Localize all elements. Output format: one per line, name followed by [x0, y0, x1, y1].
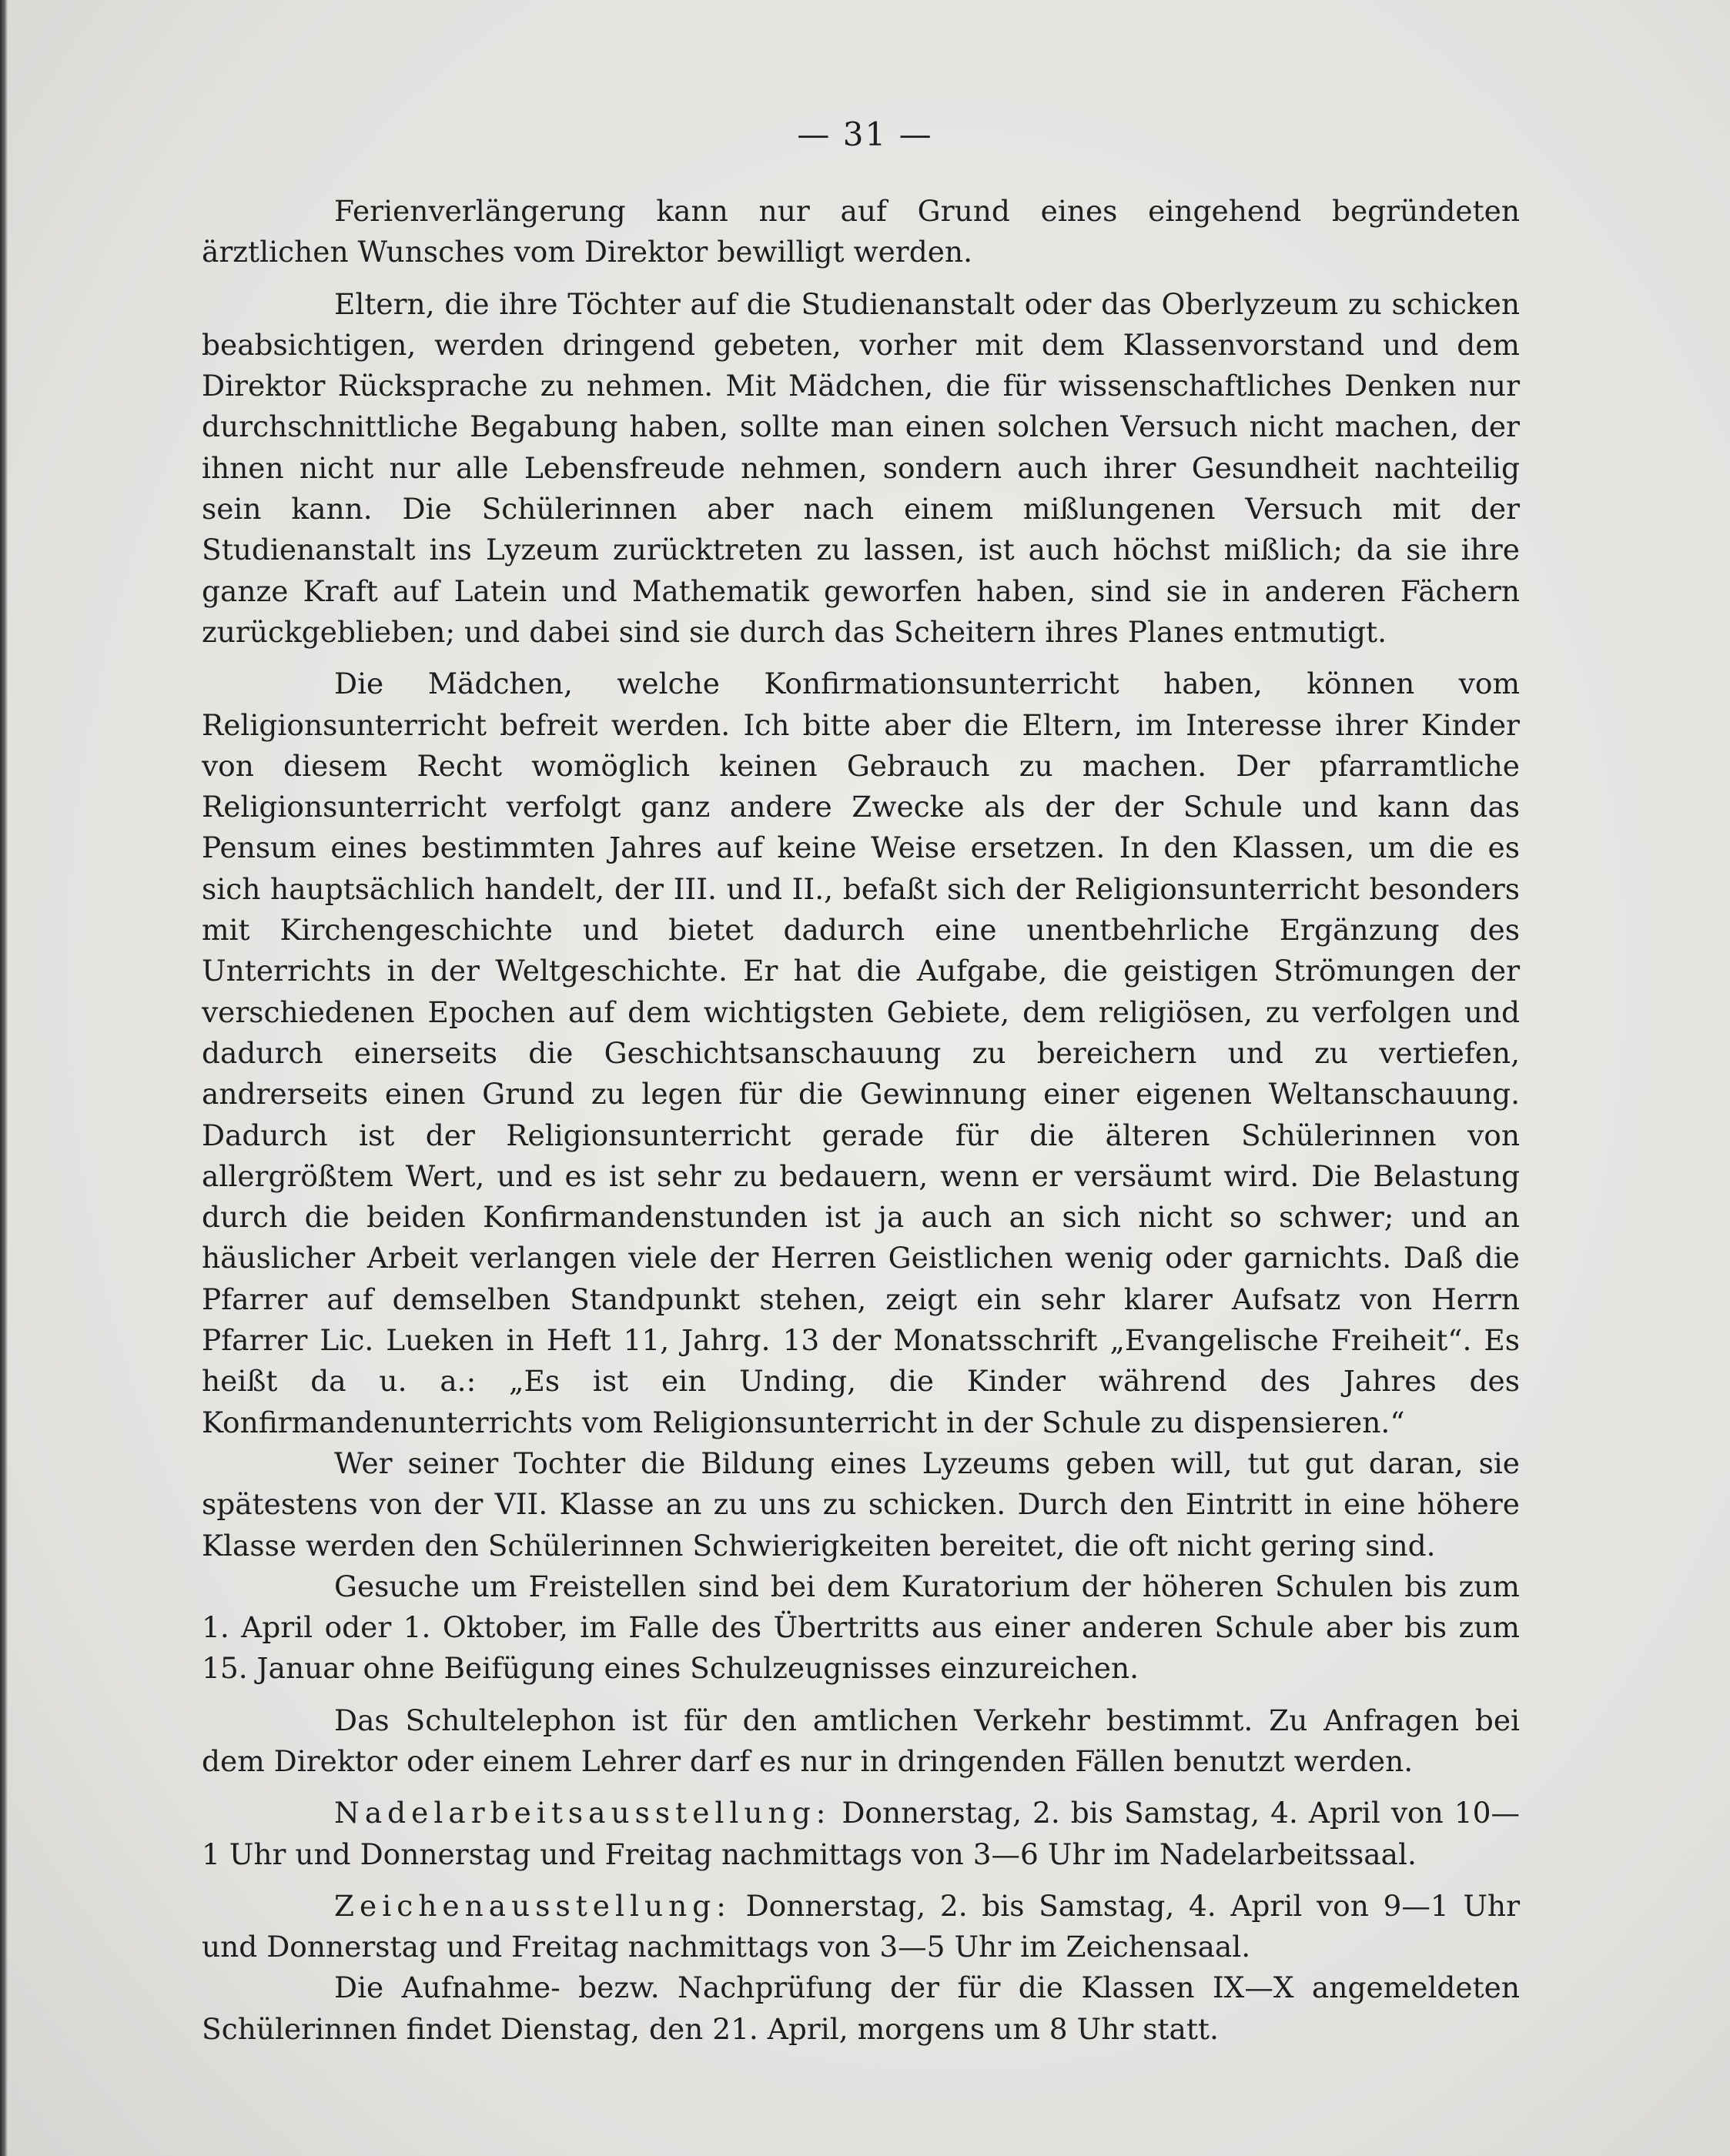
paragraph-free-places: Gesuche um Freistellen sind bei dem Kuratorium der höheren Schulen bis zum 1. April oder 1. Oktober, im Falle des Übertritts aus einer anderen Schule aber bis zum 15. Januar ohne Beifügung eines Schulzeugnisses einzureichen.	[202, 1569, 1520, 1686]
exhibition-needlework-title: Nadelarbeitsausstellung:	[334, 1796, 832, 1830]
paragraph-school-telephone: Das Schultelephon ist für den amtlichen Verkehr bestimmt. Zu Anfragen bei dem Direktor oder einem Lehrer darf es nur in dringenden Fällen benutzt werden.	[202, 1703, 1520, 1778]
exhibition-drawing	[202, 1886, 1520, 1968]
paragraph-studienanstalt: Eltern, die ihre Töchter auf die Studienanstalt oder das Oberlyzeum zu schicken beabsichtigen, werden dringend gebeten, vorher mit dem Klassenvorstand und dem Direktor Rücksprache zu nehmen. Mit Mädchen, die für wissenschaftliches Denken nur durchschnittliche Begabung haben, sollte man einen solchen Versuch nicht machen, der ihnen nicht nur alle Lebensfreude nehmen, sondern auch ihrer Gesundheit nachteilig sein kann. Die Schülerinnen aber nach einem mißlungenen Versuch mit der Studienanstalt ins Lyzeum zurücktreten zu lassen, ist auch höchst mißlich; da sie ihre ganze Kraft auf Latein und Mathematik geworfen haben, sind sie in anderen Fächern zurückgeblieben; und dabei sind sie durch das Scheitern ihres Planes entmutigt.	[202, 286, 1520, 649]
paragraph-holiday-extension: Ferienverlängerung kann nur auf Grund eines eingehend begründeten ärztlichen Wunsches vom Direktor bewilligt werden.	[202, 194, 1520, 269]
exhibition-needlework-details: Donnerstag, 2. bis Samstag, 4. April von 10—1 Uhr und Donnerstag und Freitag nachmittags von 3—6 Uhr im Nadelarbeitssaal.	[202, 1796, 1520, 1871]
page-number: — 31 —	[797, 115, 933, 153]
exhibition-drawing-details: Donnerstag, 2. bis Samstag, 4. April von 9—1 Uhr und Donnerstag und Freitag nachmittags von 3—5 Uhr im Zeichensaal.	[202, 1888, 1520, 1964]
paragraph-enrollment-advice: Wer seiner Tochter die Bildung eines Lyzeums geben will, tut gut daran, sie spätestens von der VII. Klasse an zu uns zu schicken. Durch den Eintritt in eine höhere Klasse werden den Schülerinnen Schwierigkeiten bereitet, die oft nicht gering sind.	[202, 1446, 1520, 1563]
paragraph-entrance-exam: Die Aufnahme- bezw. Nachprüfung der für die Klassen IX—X angemeldeten Schülerinnen findet Dienstag, den 21. April, morgens um 8 Uhr statt.	[202, 1970, 1520, 2046]
paragraph-religion-class: Die Mädchen, welche Konfirmationsunterricht haben, können vom Religionsunterricht befreit werden. Ich bitte aber die Eltern, im Interesse ihrer Kinder von diesem Recht womöglich keinen Gebrauch zu machen. Der pfarramtliche Religionsunterricht verfolgt ganz andere Zwecke als der der Schule und kann das Pensum eines bestimmten Jahres auf keine Weise ersetzen. In den Klassen, um die es sich hauptsächlich handelt, der III. und II., befaßt sich der Religionsunterricht besonders mit Kirchengeschichte und bietet dadurch eine unentbehrliche Ergänzung des Unterrichts in der Weltgeschichte. Er hat die Aufgabe, die geistigen Strömungen der verschiedenen Epochen auf dem wichtigsten Gebiete, dem religiösen, zu verfolgen und dadurch einerseits die Geschichtsanschauung zu bereichern und zu vertiefen, andrerseits einen Grund zu legen für die Gewinnung einer eigenen Weltanschauung. Dadurch ist der Religionsunterricht gerade für die älteren Schülerinnen von allergrößtem Wert, und es ist sehr zu bedauern, wenn er versäumt wird. Die Belastung durch die beiden Konfirmandenstunden ist ja auch an sich nicht so schwer; und an häuslicher Arbeit verlangen viele der Herren Geistlichen wenig oder garnichts. Daß die Pfarrer auf demselben Standpunkt stehen, zeigt ein sehr klarer Aufsatz von Herrn Pfarrer Lic. Lueken in Heft 11, Jahrg. 13 der Monatsschrift „Evangelische Freiheit“. Es heißt da u. a.: „Es ist ein Unding, die Kinder während des Jahres des Konfirmandenunterrichts vom Religionsunterricht in der Schule zu dispensieren.“	[202, 667, 1520, 1439]
exhibition-drawing-title: Zeichenausstellung:	[334, 1888, 731, 1923]
binding-edge	[0, 0, 8, 2156]
exhibition-needlework	[202, 1793, 1520, 1875]
body-text	[202, 191, 1520, 2050]
